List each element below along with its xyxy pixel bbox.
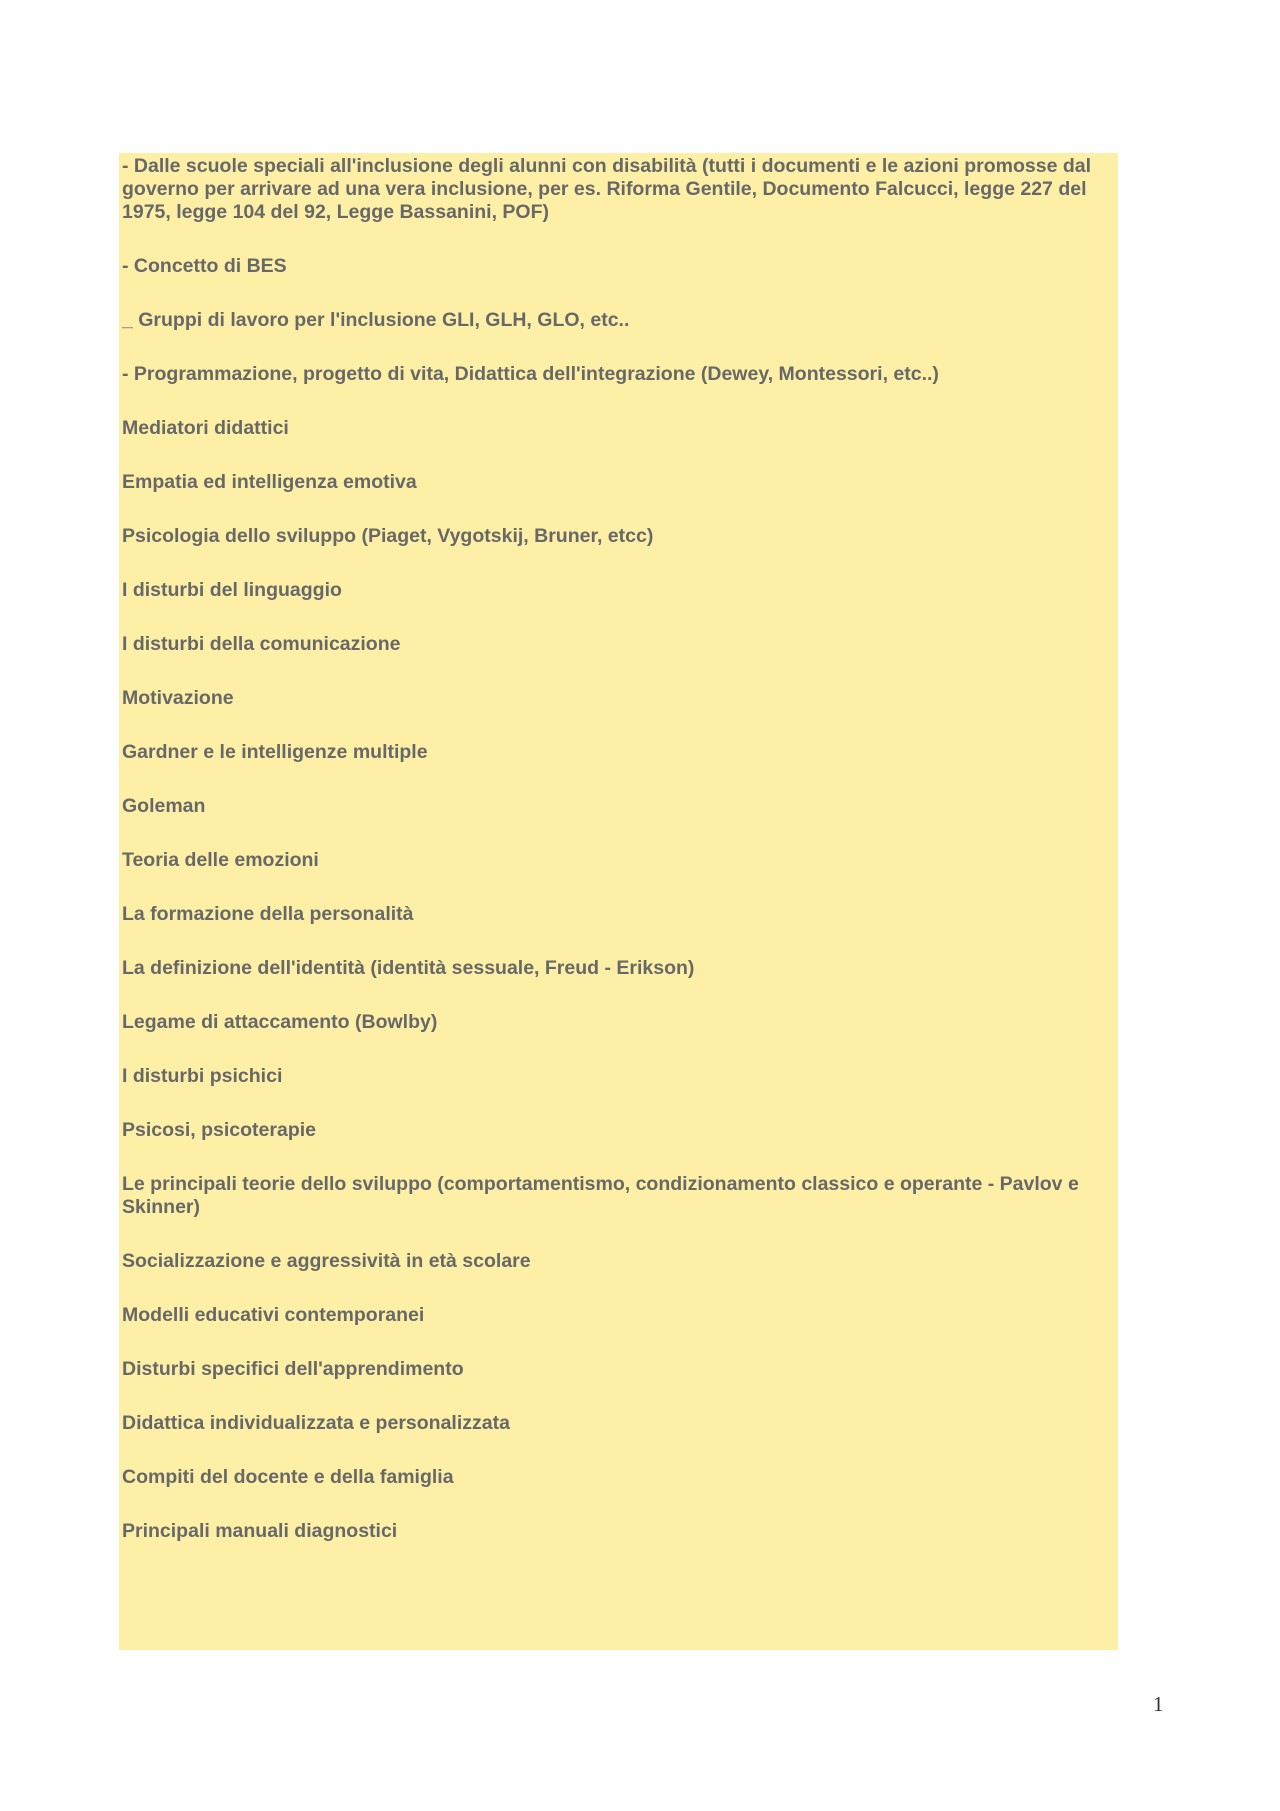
topic-item: Le principali teorie dello sviluppo (comportamentismo, condizionamento classico e operante - Pavlov e Skinner)	[122, 1173, 1079, 1218]
topic-item: Socializzazione e aggressività in età scolare	[122, 1250, 531, 1272]
topic-item: La formazione della personalità	[122, 903, 414, 925]
topic-item: - Programmazione, progetto di vita, Didattica dell'integrazione (Dewey, Montessori, etc..)	[122, 363, 939, 385]
topic-item: _ Gruppi di lavoro per l'inclusione GLI, GLH, GLO, etc..	[122, 309, 630, 331]
topic-item: Modelli educativi contemporanei	[122, 1304, 425, 1326]
topic-item: Empatia ed intelligenza emotiva	[122, 471, 417, 493]
topic-item: I disturbi della comunicazione	[122, 633, 401, 655]
topic-item: Goleman	[122, 795, 206, 817]
topic-item: Teoria delle emozioni	[122, 849, 319, 871]
topic-item: Legame di attaccamento (Bowlby)	[122, 1011, 438, 1033]
topic-item: - Dalle scuole speciali all'inclusione degli alunni con disabilità (tutti i documenti e le azioni promosse dal governo per arrivare ad una vera inclusione, per es. Riforma Gentile, Documento Falcucci, legge 227 del 1975, legge 104 del 92, Legge Bassanini, POF)	[122, 155, 1092, 223]
topic-item: - Concetto di BES	[122, 255, 287, 277]
topic-item: Disturbi specifici dell'apprendimento	[122, 1358, 464, 1380]
topic-item: Compiti del docente e della famiglia	[122, 1466, 454, 1488]
topic-item: Psicosi, psicoterapie	[122, 1119, 317, 1141]
topic-item: I disturbi del linguaggio	[122, 579, 342, 601]
topic-item: Motivazione	[122, 687, 234, 709]
topic-item: Gardner e le intelligenze multiple	[122, 741, 428, 763]
topic-item: La definizione dell'identità (identità sessuale, Freud - Erikson)	[122, 957, 695, 979]
topic-item: Psicologia dello sviluppo (Piaget, Vygotskij, Bruner, etcc)	[122, 525, 654, 547]
topic-item: Didattica individualizzata e personalizzata	[122, 1412, 510, 1434]
highlighted-topic-list	[119, 153, 1118, 1650]
topic-item: Mediatori didattici	[122, 417, 289, 439]
topic-item: I disturbi psichici	[122, 1065, 283, 1087]
page-number: 1	[1153, 1692, 1164, 1716]
topic-item: Principali manuali diagnostici	[122, 1520, 398, 1542]
